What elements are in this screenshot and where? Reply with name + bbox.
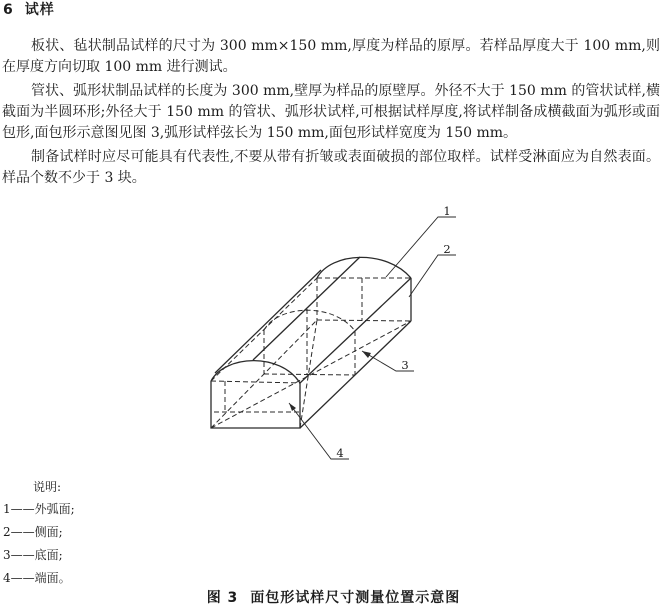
figure-caption	[0, 587, 667, 607]
paragraph-sampling: 制备试样时应尽可能具有代表性,不要从带有折皱或表面破损的部位取样。试样受淋面应为自然表面。样品个数不少于 3 块。	[2, 149, 660, 186]
leader-arrowhead-4	[289, 403, 296, 411]
section-number: 6	[3, 2, 13, 18]
callout-4-end-face: 4	[336, 446, 344, 460]
specimen-hidden-edges	[211, 278, 411, 428]
body-text	[2, 36, 660, 192]
paragraph-specimen-size: 板状、毡状制品试样的尺寸为 300 mm×150 mm,厚度为样品的原厚。若样品厚度大于 100 mm,则在厚度方向切取 100 mm 进行测试。	[2, 38, 660, 75]
leader-arrowhead-3	[362, 351, 371, 358]
figure-3-diagram	[200, 205, 470, 475]
legend-item-2: 2——侧面;	[3, 525, 63, 539]
callout-3-bottom-face: 3	[401, 358, 409, 372]
leader-line-2	[409, 255, 456, 297]
paragraph-tube-specimen: 管状、弧形状制品试样的长度为 300 mm,壁厚为样品的原壁厚。外径不大于 150 mm 的管状试样,横截面为半圆环形;外径大于 150 mm 的管状、弧形状试样,可根据试样厚度,将试样制备成横截面为弧形或面包形,面包形示意图见图 3,弧形试样弦长为 150 mm,面包形试样宽度为 150 mm。	[2, 83, 660, 141]
figure-legend	[3, 480, 75, 594]
figure-caption-label: 图 3	[206, 590, 239, 606]
legend-title: 说明:	[33, 480, 62, 494]
legend-item-1: 1——外弧面;	[3, 502, 75, 516]
specimen-visible-edges	[211, 257, 411, 428]
section-title: 试样	[24, 2, 55, 18]
figure-caption-title: 面包形试样尺寸测量位置示意图	[250, 590, 461, 606]
callout-1-outer-arc-face: 1	[443, 205, 451, 218]
callout-2-side-face: 2	[443, 242, 451, 256]
legend-item-4: 4——端面。	[3, 571, 71, 585]
legend-item-3: 3——底面;	[3, 548, 63, 562]
section-heading	[3, 3, 55, 18]
